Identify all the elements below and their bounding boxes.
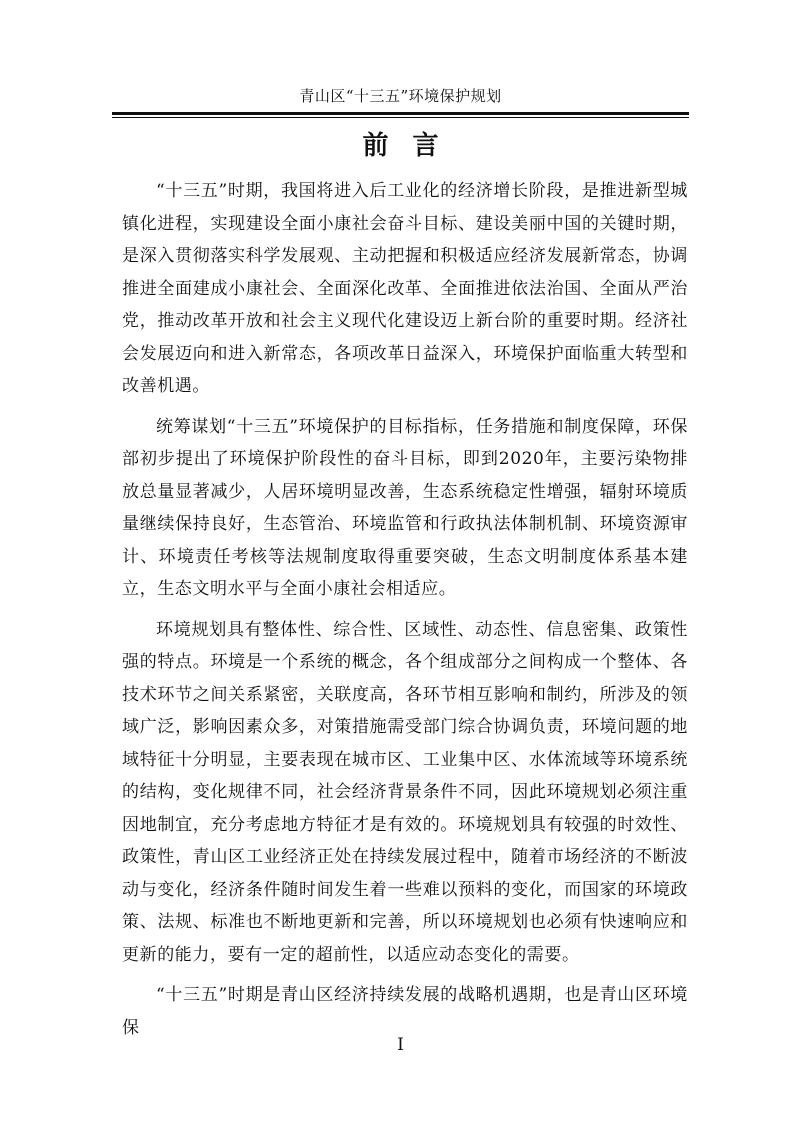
paragraph-4: “十三五”时期是青山区经济持续发展的战略机遇期，也是青山区环境保 — [122, 985, 688, 1038]
body-text — [122, 175, 688, 1052]
page-number: I — [397, 1035, 404, 1055]
paragraph-3: 环境规划具有整体性、综合性、区域性、动态性、信息密集、政策性强的特点。环境是一个系统的概念，各个组成部分之间构成一个整体、各技术环节之间关系紧密，关联度高，各环节相互影响和制约，所涉及的领域广泛，影响因素众多，对策措施需受部门综合协调负责，环境问题的地域特征十分明显，主要表现在城市区、工业集中区、水体流域等环境系统的结构，变化规律不同，社会经济背景条件不同，因此环境规划必须注重因地制宜，充分考虑地方特征才是有效的。环境规划具有较强的时效性、政策性，青山区工业经济正处在持续发展过程中，随着市场经济的不断波动与变化，经济条件随时间发生着一些难以预料的变化，而国家的环境政策、法规、标准也不断地更新和完善，所以环境规划也必须有快速响应和更新的能力，要有一定的超前性，以适应动态变化的需要。 — [122, 619, 688, 965]
paragraph-1: “十三五”时期，我国将进入后工业化的经济增长阶段，是推进新型城镇化进程，实现建设全面小康社会奋斗目标、建设美丽中国的关键时期，是深入贯彻落实科学发展观、主动把握和积极适应经济发展新常态，协调推进全面建成小康社会、全面深化改革、全面推进依法治国、全面从严治党，推动改革开放和社会主义现代化建设迈上新台阶的重要时期。经济社会发展迈向和进入新常态，各项改革日益深入，环境保护面临重大转型和改善机遇。 — [122, 181, 688, 396]
running-header: 青山区“十三五”环境保护规划 — [299, 87, 502, 105]
header-rule-thin — [112, 117, 689, 118]
header-rule-thick — [112, 112, 689, 115]
paragraph-2: 统筹谋划“十三五”环境保护的目标指标，任务措施和制度保障，环保部初步提出了环境保护阶段性的奋斗目标，即到2020年，主要污染物排放总量显著减少，人居环境明显改善，生态系统稳定性增强，辐射环境质量继续保持良好，生态管治、环境监管和行政执法体制机制、环境资源审计、环境责任考核等法规制度取得重要突破，生态文明制度体系基本建立，生态文明水平与全面小康社会相适应。 — [122, 416, 688, 599]
page-title: 前言 — [362, 131, 463, 161]
